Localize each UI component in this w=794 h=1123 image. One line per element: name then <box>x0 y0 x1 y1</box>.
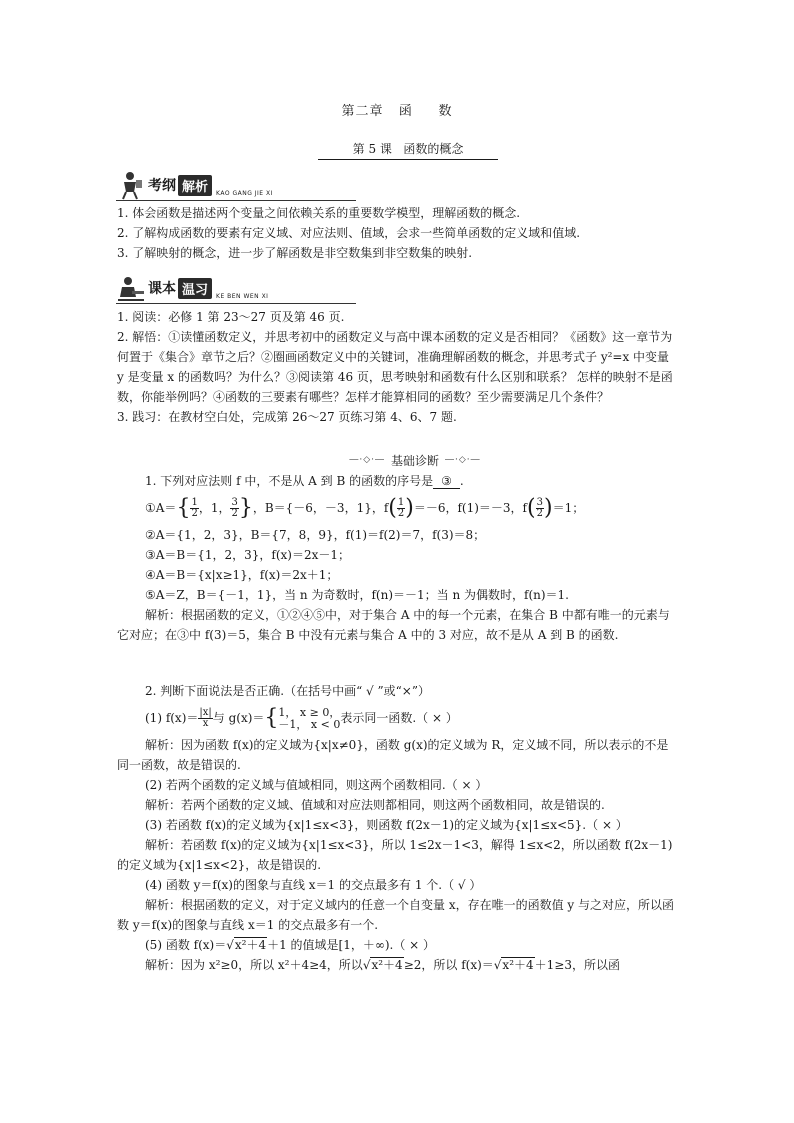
analysis: 解析：若函数 f(x)的定义域为{x|1≤x<3}，所以 1≤2x－1<3，解得 1≤x<2，所以函数 f(2x－1)的定义域为{x|1≤x<2}，故是错误的. <box>117 838 673 872</box>
ornament-icon: ―·◇·― <box>445 455 481 465</box>
fraction: $\frac{3}{2}$ <box>231 497 238 519</box>
statement-4: (4) 函数 y＝f(x)的图象与直线 x＝1 的交点最多有 1 个.（ √ ） <box>145 878 482 892</box>
lesson-title: 第 5 课 函数的概念 <box>318 140 498 160</box>
list-item: 1. 阅读：必修 1 第 23～27 页及第 46 页. <box>117 310 345 324</box>
section-header-kaogang <box>116 170 356 201</box>
statement-3: (3) 若函数 f(x)的定义域为{x|1≤x<3}，则函数 f(2x－1)的定义域为{x|1≤x<5}.（ × ） <box>145 818 628 832</box>
analysis: 解析：因为函数 f(x)的定义域为{x|x≠0}，函数 g(x)的定义域为 R，定义域不同，所以表示的不是同一函数，故是错误的. <box>117 738 669 772</box>
ornament-icon: ―·◇·― <box>349 455 385 465</box>
list-item: 3. 了解映射的概念，进一步了解函数是非空数集到非空数集的映射. <box>117 246 473 260</box>
option-1: ①A＝{ $\frac{1}{2}$ ，1， $\frac{3}{2}$ }，B＝{－6，－3，1}，f( $\frac{1}{2}$ )＝－6，f(1)＝－3，f( $\frac{3}{2}$ )＝1； <box>145 495 585 521</box>
section-title-box: 温习 <box>178 278 212 299</box>
fraction: $\frac{|x|}{x}$ <box>199 707 212 729</box>
section-divider <box>290 452 540 468</box>
figure-icon <box>116 170 146 200</box>
section-title-en: KE BEN WEN XI <box>216 293 269 300</box>
question-stem: 1. 下列对应法则 f 中，不是从 A 到 B 的函数的序号是 ③ . <box>145 474 464 488</box>
analysis: 解析：根据函数的定义，①②④⑤中，对于集合 A 中的每一个元素，在集合 B 中都有唯一的元素与它对应；在③中 f(3)＝5，集合 B 中没有元素与集合 A 中的 3 对应，故不是从 A 到 B 的函数. <box>117 608 670 642</box>
list-item: 3. 践习：在教材空白处，完成第 26～27 页练习第 4、6、7 题. <box>117 410 457 424</box>
statement-5: (5) 函数 f(x)＝√x²＋4＋1 的值域是[1，＋∞).（ × ） <box>145 938 436 952</box>
chapter-title: 第二章 函 数 <box>341 104 453 119</box>
section-header-keben <box>116 273 356 304</box>
option-3: ③A＝B＝{1，2，3}，f(x)＝2x－1； <box>145 548 351 562</box>
analysis: 解析：因为 x²≥0，所以 x²＋4≥4，所以√x²＋4≥2，所以 f(x)＝√x²＋4＋1≥3，所以函 <box>145 958 620 972</box>
piecewise: 1， x ≥ 0， －1， x < 0 <box>278 705 341 731</box>
statement-2: (2) 若两个函数的定义域与值域相同，则这两个函数相同.（ × ） <box>145 778 488 792</box>
option-2: ②A＝{1，2，3}，B＝{7，8，9}，f(1)＝f(2)＝7，f(3)＝8； <box>145 528 486 542</box>
statement-1: (1) f(x)＝ $\frac{|x|}{x}$ 与 g(x)＝{ 1， x ≥ 0， －1， x < 0 表示同一函数.（ × ） <box>145 705 458 731</box>
section-title: 课本 <box>148 281 176 297</box>
option-5: ⑤A＝Z，B＝{－1，1}，当 n 为奇数时，f(n)＝－1；当 n 为偶数时，f(n)＝1. <box>145 588 569 602</box>
fraction: $\frac{3}{2}$ <box>536 497 543 519</box>
section-title-en: KAO GANG JIE XI <box>216 190 273 197</box>
divider-label: 基础诊断 <box>390 453 439 468</box>
figure-icon <box>116 273 146 303</box>
list-item: 2. 了解构成函数的要素有定义域、对应法则、值域，会求一些简单函数的定义域和值域. <box>117 226 581 240</box>
section-title: 考纲 <box>148 178 176 194</box>
option-4: ④A＝B＝{x|x≥1}，f(x)＝2x＋1； <box>145 568 339 582</box>
fraction: $\frac{1}{2}$ <box>397 497 405 519</box>
section2-body <box>117 307 677 427</box>
question-stem: 2. 判断下面说法是否正确.（在括号中画“ √ ”或“×”） <box>145 684 430 698</box>
section-title-box: 解析 <box>178 175 212 196</box>
question-2 <box>117 681 677 975</box>
answer-blank: ③ <box>433 474 460 489</box>
fraction: $\frac{1}{2}$ <box>191 497 198 519</box>
list-item: 2. 解悟：①读懂函数定义，并思考初中的函数定义与高中课本函数的定义是否相同？《函数》这一章节为何置于《集合》章节之后？②圈画函数定义中的关键词，准确理解函数的概念，并思考式子 y²=x 中变量 y 是变量 x 的函数吗？为什么？③阅读第 46 页，思考映射和函数有什么区别和联系？ 怎样的映射不是函数，你能举例吗？④函数的三要素有哪些？怎样才能算相同的函数？至少需要满足几个条件？ <box>117 330 673 404</box>
list-item: 1. 体会函数是描述两个变量之间依赖关系的重要数学模型，理解函数的概念. <box>117 206 521 220</box>
analysis: 解析：根据函数的定义，对于定义域内的任意一个自变量 x，存在唯一的函数值 y 与之对应，所以函数 y＝f(x)的图象与直线 x＝1 的交点最多有一个. <box>117 898 674 932</box>
analysis: 解析：若两个函数的定义域、值域和对应法则都相同，则这两个函数相同，故是错误的. <box>145 798 605 812</box>
section1-body <box>117 203 677 263</box>
question-1 <box>117 471 677 645</box>
